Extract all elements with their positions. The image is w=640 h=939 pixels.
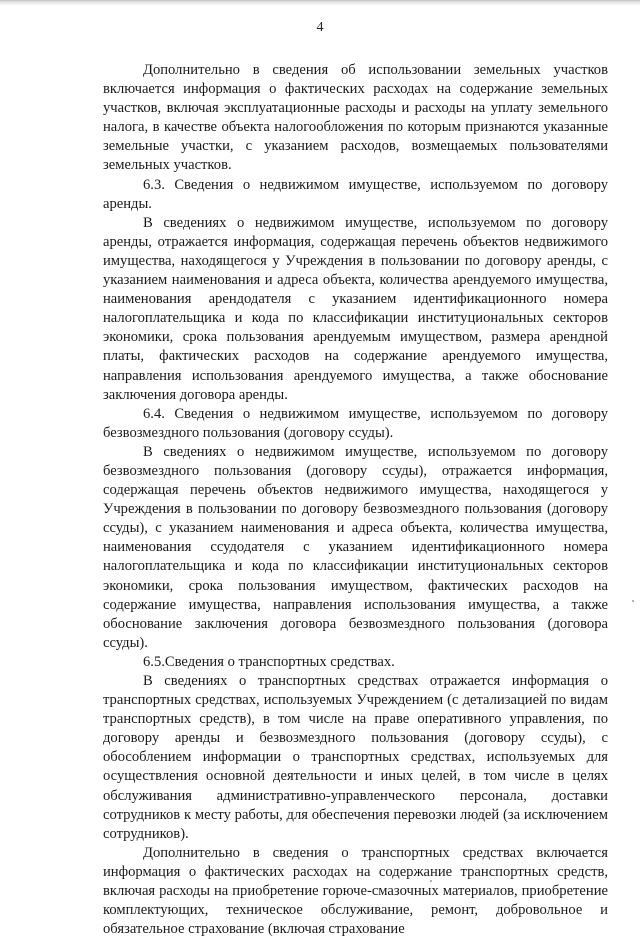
paragraph-land-expenses: Дополнительно в сведения об использовании земельных участков включается информация о фактических расходах на содержание земельных участков, включая эксплуатационные расходы и расходы на уплату земельного налога, в качестве объекта налогообложения по которым признаются указанные земельные участки, с указанием расходов, возмещаемых пользователями земельных участков.: [103, 62, 608, 174]
scan-speck: [632, 600, 634, 602]
paragraph-vehicles: В сведениях о транспортных средствах отражается информация о транспортных средствах, используемых Учреждением (с детализацией по видам транспортных средств), в том числе на праве оперативного управления, по договору аренды и безвозмездного пользования (договору ссуды), с обособлением информации о транспортных средствах, используемых для осуществления основной деятельности и иных целей, в том числе в целях обслуживания административно-управленческого персонала, доставки сотрудников к месту работы, для обеспечения перевозки людей (за исключением сотрудников).: [103, 673, 608, 842]
paragraph-free-use-property: В сведениях о недвижимом имуществе, используемом по договору безвозмездного пользования (договору ссуды), отражается информация, содержащая перечень объектов недвижимого имущества, находящегося у Учреждения в пользовании по договору безвозмездного пользования (договору ссуды), с указанием наименования и адреса объекта, количества имущества, наименования ссудодателя с указанием идентификационного номера налогоплательщика и кода по классификации институциональных секторов экономики, срока пользования имуществом, фактических расходов на содержание имущества, направления использования имущества, а также обоснование заключения договора безвозмездного пользования (договора ссуды).: [103, 443, 608, 651]
section-6-5-heading: 6.5.Сведения о транспортных средствах.: [143, 653, 395, 670]
paragraph-lease-property: В сведениях о недвижимом имуществе, используемом по договору аренды, отражается информация, содержащая перечень объектов недвижимого имущества, находящегося у Учреждения в пользовании по договору аренды, с указанием наименования и адреса объекта, количества арендуемого имущества, наименования арендодателя с указанием идентификационного номера налогоплательщика и кода по классификации институциональных секторов экономики, срока пользования арендуемым имуществом, размера арендной платы, фактических расходов на содержание арендуемого имущества, направления использования арендуемого имущества, а также обоснование заключения договора аренды.: [103, 214, 608, 403]
section-6-4-heading: 6.4. Сведения о недвижимом имуществе, используемом по договору безвозмездного пользования (договору ссуды).: [103, 405, 608, 441]
document-body: [103, 61, 608, 939]
scan-edge: [0, 0, 640, 6]
scan-speck: [430, 880, 432, 882]
section-6-3-heading: 6.3. Сведения о недвижимом имуществе, используемом по договору аренды.: [103, 176, 608, 212]
paragraph-vehicle-expenses: Дополнительно в сведения о транспортных средствах включается информация о фактических расходах на содержание транспортных средств, включая расходы на приобретение горюче-смазочных материалов, приобретение комплектующих, техническое обслуживание, ремонт, добровольное и обязательное страхование (включая страхование: [103, 844, 608, 938]
page-number: 4: [316, 20, 324, 35]
